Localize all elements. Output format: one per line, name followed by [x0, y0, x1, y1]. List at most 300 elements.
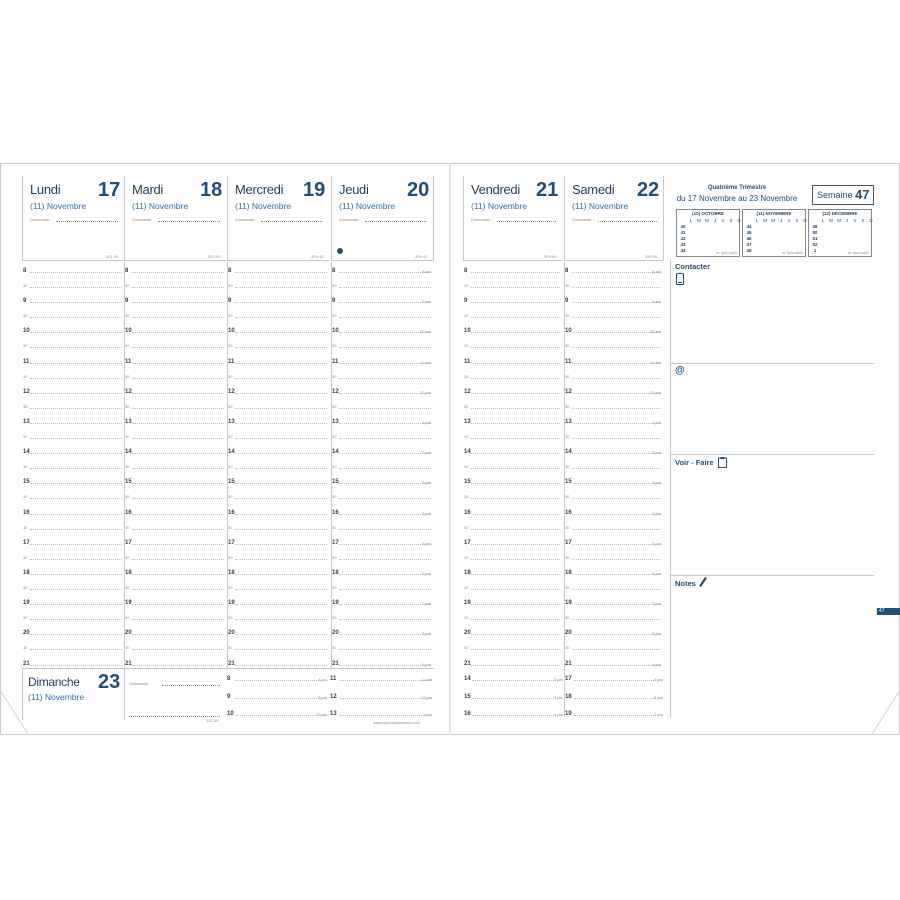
left-day-month: (11) Novembre	[235, 201, 292, 211]
mini-calendar-dayname: M	[763, 218, 767, 223]
half-hour-line	[30, 287, 122, 288]
ampm-label: 2 pm	[422, 450, 431, 456]
mini-calendar-dayname: D	[803, 218, 807, 223]
hour-line	[471, 634, 560, 635]
hour-label: 17	[125, 539, 132, 546]
mini-calendar-grid	[811, 218, 875, 254]
hour-line	[132, 514, 224, 515]
half-hour-label: 30	[23, 464, 28, 470]
half-hour-line	[132, 317, 224, 318]
half-hour-label: 30	[125, 403, 130, 409]
left-day-border	[331, 176, 332, 260]
left-day-border	[124, 176, 125, 260]
hour-label: 11	[332, 358, 339, 365]
sunday-line-2	[129, 716, 220, 717]
hour-label: 13	[23, 419, 30, 425]
half-hour-line	[339, 347, 431, 348]
half-hour-label: 30	[332, 554, 337, 560]
email-divider	[670, 454, 874, 455]
half-hour-label: 30	[464, 615, 469, 621]
weekend-ampm-2: 7 pm	[654, 712, 663, 717]
week-tab[interactable]: 47	[877, 608, 900, 615]
half-hour-label: 30	[332, 373, 337, 379]
weekend-ampm-2: 6 pm	[654, 694, 663, 700]
mini-calendar-header	[811, 218, 875, 224]
hour-label: 20	[464, 630, 471, 637]
mini-calendar-weeknum: 52	[812, 242, 818, 247]
half-hour-line	[132, 649, 224, 650]
half-hour-line	[30, 378, 122, 379]
hour-label: 9	[332, 298, 336, 305]
mini-calendar-weeknum: 41	[680, 230, 686, 235]
half-hour-line	[235, 559, 327, 560]
ampm-label: 9 pm	[422, 661, 431, 667]
right-day-code: 325-40	[544, 254, 557, 259]
half-hour-line	[132, 347, 224, 348]
hour-label: 21	[228, 660, 235, 667]
ampm-label: 9 am	[652, 299, 661, 305]
left-day-dominante: Dominante :	[235, 217, 257, 222]
half-hour-label: 30	[228, 434, 233, 439]
contacter-label: Contacter	[675, 262, 711, 271]
hour-label: 9	[565, 298, 569, 305]
half-hour-label: 30	[228, 464, 233, 470]
hour-label: 14	[464, 449, 471, 456]
page-corner-left	[0, 690, 30, 735]
sunday-ampm-2: 12 pm	[420, 694, 432, 700]
hour-line	[235, 332, 327, 333]
half-hour-line	[30, 649, 122, 650]
half-hour-line	[339, 438, 431, 439]
hour-line	[235, 514, 327, 515]
left-day-base	[331, 260, 433, 261]
hour-label: 13	[464, 419, 471, 425]
left-day-month: (11) Novembre	[132, 201, 189, 211]
right-day-dominante: Dominante :	[572, 217, 594, 222]
half-hour-label: 30	[332, 524, 337, 530]
hour-line	[30, 574, 122, 575]
right-day-1	[564, 176, 663, 260]
hour-line	[132, 574, 224, 575]
half-hour-label: 30	[125, 645, 130, 651]
mini-calendar-dayname: M	[771, 218, 775, 223]
half-hour-label: 30	[565, 554, 570, 560]
half-hour-label: 30	[332, 343, 337, 349]
hour-label: 8	[228, 268, 232, 274]
half-hour-label: 30	[125, 434, 130, 439]
ampm-label: 3 pm	[652, 480, 661, 486]
week-number: 47	[855, 187, 870, 202]
half-hour-label: 30	[464, 585, 469, 590]
sunday-number: 23	[98, 671, 121, 693]
page-corner-right	[870, 690, 900, 735]
half-hour-label: 30	[565, 645, 570, 651]
half-hour-line	[471, 649, 560, 650]
half-hour-label: 30	[332, 434, 337, 439]
half-hour-label: 30	[228, 343, 233, 349]
ampm-label: 8 am	[652, 269, 661, 274]
ampm-label: 6 pm	[422, 571, 431, 576]
hour-label: 11	[23, 358, 30, 365]
hour-label: 12	[565, 388, 572, 395]
sunday-dominante-line	[162, 685, 220, 686]
sunday-ampm: 4 pm	[318, 677, 327, 682]
half-hour-line	[572, 438, 661, 439]
weekend-hour-2: 17	[565, 676, 572, 682]
mini-calendar-title: (12) DÉCEMBRE	[822, 211, 858, 216]
half-hour-label: 30	[228, 403, 233, 409]
half-hour-label: 30	[23, 403, 28, 409]
hour-label: 10	[228, 328, 235, 335]
mini-calendar-weeknum: 1	[813, 248, 817, 253]
sunday-hour-line	[235, 715, 327, 716]
hour-line	[235, 272, 327, 273]
mini-calendar-weeknum: 40	[680, 224, 686, 229]
half-hour-line	[339, 498, 431, 499]
half-hour-line	[235, 619, 327, 620]
mini-calendar-title: (10) OCTOBRE	[692, 211, 724, 216]
website: www.quovadiscanada.com	[373, 720, 421, 725]
half-hour-line	[471, 498, 560, 499]
half-hour-label: 30	[332, 283, 337, 288]
hour-label: 15	[125, 479, 132, 486]
week-label: Semaine	[817, 190, 853, 200]
weekend-ampm: 2 pm	[554, 677, 563, 682]
right-day-dominante: Dominante :	[471, 217, 493, 222]
half-hour-label: 30	[332, 464, 337, 470]
quarter-range: du 17 Novembre au 23 Novembre	[676, 194, 798, 203]
half-hour-label: 30	[565, 434, 570, 439]
right-day-0	[463, 176, 562, 260]
half-hour-label: 30	[464, 343, 469, 349]
half-hour-line	[30, 498, 122, 499]
left-day-number: 17	[98, 179, 121, 201]
hour-line	[235, 393, 327, 394]
half-hour-label: 30	[464, 313, 469, 319]
ampm-label: 4 pm	[422, 510, 431, 516]
half-hour-label: 30	[464, 645, 469, 651]
hour-label: 19	[332, 600, 339, 607]
hour-line	[132, 393, 224, 394]
hour-line	[132, 332, 224, 333]
hour-label: 12	[23, 388, 30, 395]
half-hour-label: 30	[228, 313, 233, 319]
right-day-name: Vendredi	[471, 182, 520, 197]
ampm-label: 9 am	[422, 299, 431, 305]
hour-line	[30, 604, 122, 605]
weekend-hour: 15	[464, 693, 471, 700]
mini-calendar-weeknum: 45	[746, 230, 752, 235]
sunday-month: (11) Novembre	[28, 692, 85, 702]
ampm-label: 12 pm	[649, 389, 661, 395]
hour-label: 17	[332, 539, 339, 546]
hour-label: 20	[125, 630, 132, 637]
half-hour-line	[572, 529, 661, 530]
hour-label: 18	[565, 570, 572, 576]
hour-line	[471, 272, 560, 273]
hour-label: 21	[565, 660, 572, 667]
half-hour-line	[30, 317, 122, 318]
half-hour-label: 30	[464, 373, 469, 379]
hour-label: 21	[464, 660, 471, 667]
hour-line	[132, 544, 224, 545]
hour-line	[30, 272, 122, 273]
hour-label: 9	[228, 298, 232, 305]
hour-label: 10	[565, 328, 572, 335]
weekend-hour: 16	[464, 711, 471, 717]
hour-label: 19	[23, 600, 30, 607]
right-day-number: 22	[637, 179, 660, 201]
weekend-hour-line-2	[574, 698, 662, 699]
weekend-hour-line	[472, 715, 562, 716]
left-day-dominante-line	[261, 221, 323, 222]
half-hour-line	[132, 468, 224, 469]
left-day-dominante: Dominante :	[339, 217, 361, 222]
half-hour-line	[30, 468, 122, 469]
mini-calendar-dayname: J	[779, 218, 783, 223]
half-hour-line	[572, 378, 661, 379]
half-hour-line	[572, 498, 661, 499]
half-hour-label: 30	[565, 494, 570, 500]
hour-line	[471, 363, 560, 364]
half-hour-label: 30	[464, 524, 469, 530]
left-day-dominante: Dominante :	[132, 217, 154, 222]
sunday-top-line	[22, 668, 434, 669]
hour-line	[235, 363, 327, 364]
hour-label: 14	[565, 449, 572, 456]
half-hour-line	[572, 619, 661, 620]
right-day-dominante-line	[598, 221, 657, 222]
half-hour-line	[235, 317, 327, 318]
half-hour-line	[471, 347, 560, 348]
mini-calendar-dayname: M	[829, 218, 833, 223]
right-day-code: 326-39	[645, 254, 658, 259]
left-day-dominante-line	[56, 221, 118, 222]
half-hour-label: 30	[125, 373, 130, 379]
mini-calendar-header	[679, 218, 743, 224]
ampm-label: 4 pm	[652, 510, 661, 516]
half-hour-label: 30	[23, 615, 28, 621]
half-hour-label: 30	[565, 373, 570, 379]
hour-label: 20	[23, 630, 30, 637]
mini-calendar-weeknum: 50	[812, 230, 818, 235]
hour-line	[235, 634, 327, 635]
half-hour-line	[235, 408, 327, 409]
hour-label: 9	[464, 298, 468, 305]
half-hour-line	[132, 408, 224, 409]
mini-calendar-weeknum: 47	[746, 242, 752, 247]
half-hour-label: 30	[332, 403, 337, 409]
hour-label: 11	[565, 358, 572, 365]
half-hour-label: 30	[23, 343, 28, 349]
weekend-hour-line-2	[574, 715, 662, 716]
hour-label: 17	[464, 539, 471, 546]
weekend-ampm: 3 pm	[554, 694, 563, 700]
right-day-number: 21	[536, 179, 559, 201]
hour-label: 16	[332, 509, 339, 516]
hour-line	[30, 363, 122, 364]
half-hour-label: 30	[23, 524, 28, 530]
left-day-base	[227, 260, 329, 261]
half-hour-label: 30	[23, 283, 28, 288]
half-hour-label: 30	[228, 554, 233, 560]
half-hour-label: 30	[464, 403, 469, 409]
mini-calendar-dayname: J	[713, 218, 717, 223]
hour-label: 11	[228, 358, 235, 365]
half-hour-line	[339, 378, 431, 379]
hour-label: 8	[332, 268, 336, 274]
mini-calendar-header	[745, 218, 809, 224]
half-hour-label: 30	[125, 615, 130, 621]
mini-calendar-dayname: V	[853, 218, 857, 223]
right-day-base	[463, 260, 562, 261]
mini-calendar	[676, 209, 740, 257]
mini-calendar-weeknum: 44	[680, 248, 686, 253]
week-box	[812, 185, 874, 205]
half-hour-line	[30, 589, 122, 590]
half-hour-label: 30	[565, 464, 570, 470]
half-hour-line	[132, 287, 224, 288]
weekend-hour: 14	[464, 676, 471, 682]
half-hour-label: 30	[332, 494, 337, 500]
hour-label: 8	[125, 268, 129, 274]
left-day-name: Mercredi	[235, 182, 284, 197]
weekend-hour-line	[472, 680, 562, 681]
hour-label: 16	[23, 509, 30, 516]
hour-label: 19	[565, 600, 572, 607]
hour-label: 13	[228, 419, 235, 425]
half-hour-label: 30	[565, 524, 570, 530]
hour-label: 8	[464, 268, 468, 274]
ampm-label: 10 am	[649, 329, 661, 335]
ampm-label: 5 pm	[652, 540, 661, 546]
ampm-label: 10 am	[419, 329, 431, 335]
left-day-name: Jeudi	[339, 182, 369, 197]
mini-calendar-footer: m: quoi ooi2k	[782, 251, 803, 255]
hour-line	[471, 514, 560, 515]
quarter-title: Quatrième Trimestre	[707, 185, 767, 191]
hour-label: 12	[125, 388, 132, 395]
hour-line	[30, 634, 122, 635]
half-hour-line	[235, 468, 327, 469]
half-hour-line	[30, 559, 122, 560]
hour-label: 17	[23, 539, 30, 546]
checklist-icon	[718, 457, 727, 468]
sunday-hour-line-2	[340, 680, 432, 681]
half-hour-label: 30	[565, 313, 570, 319]
half-hour-label: 30	[464, 434, 469, 439]
weekend-ampm-2: 5 pm	[654, 677, 663, 682]
mini-calendar-dayname: S	[729, 218, 733, 223]
ampm-label: 11 am	[420, 359, 431, 365]
left-day-name: Lundi	[30, 182, 61, 197]
half-hour-line	[339, 559, 431, 560]
half-hour-label: 30	[464, 283, 469, 288]
left-day-base	[22, 260, 124, 261]
hour-label: 20	[228, 630, 235, 637]
hour-label: 19	[125, 600, 132, 607]
hour-line	[30, 483, 122, 484]
half-hour-line	[235, 347, 327, 348]
hour-label: 13	[332, 419, 339, 425]
sunday-box	[22, 668, 222, 724]
left-day-code: 323-42	[311, 254, 324, 259]
binding-gutter	[449, 163, 451, 735]
half-hour-line	[572, 287, 661, 288]
hour-line	[471, 302, 560, 303]
hour-line	[132, 665, 224, 666]
mini-calendar-dayname: L	[689, 218, 693, 223]
left-day-3	[331, 176, 433, 260]
half-hour-line	[339, 529, 431, 530]
half-hour-label: 30	[464, 554, 469, 560]
hour-label: 19	[464, 600, 471, 607]
half-hour-label: 30	[332, 615, 337, 621]
hour-label: 14	[332, 449, 339, 456]
mini-calendar-weeknum: 46	[746, 236, 752, 241]
phone-icon	[676, 273, 684, 285]
mini-calendar-dayname: J	[845, 218, 849, 223]
half-hour-line	[471, 287, 560, 288]
sunday-hour: 10	[227, 711, 234, 717]
half-hour-label: 30	[228, 283, 233, 288]
ampm-label: 11 am	[650, 359, 661, 365]
half-hour-line	[132, 498, 224, 499]
half-hour-label: 30	[125, 464, 130, 470]
half-hour-line	[471, 529, 560, 530]
half-hour-label: 30	[228, 615, 233, 621]
half-hour-label: 30	[23, 554, 28, 560]
half-hour-label: 30	[565, 283, 570, 288]
mini-calendar-footer: m: quoi ooi2k	[716, 251, 737, 255]
hour-label: 21	[332, 660, 339, 667]
half-hour-line	[572, 649, 661, 650]
half-hour-label: 30	[23, 494, 28, 500]
hour-label: 14	[23, 449, 30, 456]
hour-line	[132, 302, 224, 303]
hour-label: 15	[332, 479, 339, 486]
mini-calendar-grid	[745, 218, 809, 254]
hour-label: 14	[125, 449, 132, 456]
half-hour-line	[339, 589, 431, 590]
notes-label: Notes	[675, 579, 696, 588]
half-hour-label: 30	[125, 585, 130, 590]
weekend-hour-line-2	[574, 680, 662, 681]
hour-line	[132, 483, 224, 484]
hour-line	[30, 393, 122, 394]
hour-line	[235, 574, 327, 575]
hour-label: 19	[228, 600, 235, 607]
left-day-0	[22, 176, 124, 260]
hour-label: 13	[565, 419, 572, 425]
half-hour-line	[572, 347, 661, 348]
hour-label: 10	[125, 328, 132, 335]
sunday-name: Dimanche	[28, 675, 80, 689]
left-day-dominante-line	[365, 221, 427, 222]
half-hour-line	[339, 317, 431, 318]
left-day-border-end	[433, 176, 434, 260]
left-column-divider	[331, 262, 332, 668]
hour-label: 18	[23, 570, 30, 576]
weekend-ampm: 4 pm	[554, 712, 563, 717]
half-hour-label: 30	[23, 585, 28, 590]
sunday-hour-line	[235, 698, 327, 699]
ampm-label: 3 pm	[422, 480, 431, 486]
ampm-label: 8 pm	[422, 631, 431, 637]
hour-label: 15	[228, 479, 235, 486]
half-hour-line	[471, 408, 560, 409]
hour-line	[471, 544, 560, 545]
